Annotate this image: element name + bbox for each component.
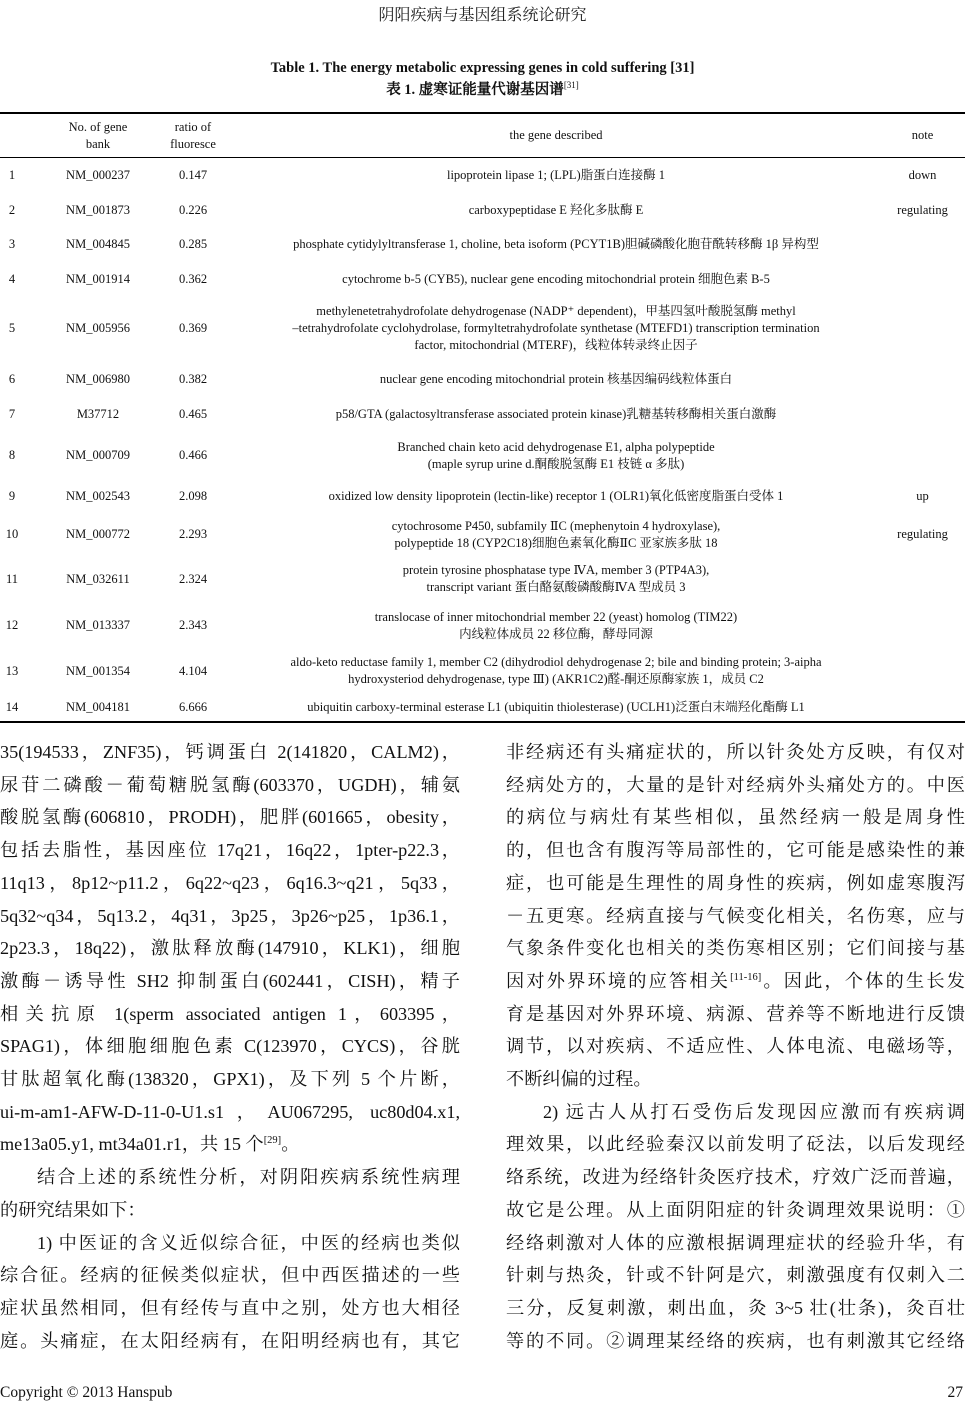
line-text: 等的不同。②调理某经络的疾病，也有刺激其它经络 [506,1330,965,1351]
line-text: 理效果，以此经验秦汉以前发明了砭法，以后发现经 [506,1134,965,1155]
gene-description-line: transcript variant 蛋白酪氨酸磷酸酶ⅣA 型成员 3 [426,580,686,594]
line-text: 络系统，改进为经络针灸医疗技术，疗效广泛而普遍， [506,1167,965,1188]
gene-bank-id: NM_000772 [66,527,130,541]
gene-description-line: oxidized low density lipoprotein (lectin-like) receptor 1 (OLR1)氧化低密度脂蛋白受体 1 [328,488,784,503]
regulation-note [880,262,965,296]
body-text-line [506,769,965,801]
line-text: 症，也可能是生理性的周身性的疾病，例如虚寒腹泻 [506,872,965,893]
gene-description [232,193,880,227]
gene-description [232,158,880,193]
regulation-note: regulating [897,202,948,217]
body-text-line [506,932,965,964]
line-text: ui-m-am1-AFW-D-11-0-U1.s1，AU067295, uc80d04.x1, [0,1101,460,1122]
body-text-line [506,1128,965,1160]
line-text: 尿苷二磷酸－葡萄糖脱氢酶(603370，UGDH)，辅氨 [0,774,460,795]
citation-ref: [11-16] [730,971,762,983]
line-text: 综合征。经病的征候类似症状，但中西医描述的一些 [0,1265,460,1286]
body-text-line [0,736,460,768]
gene-bank-id: NM_002543 [66,488,130,503]
row-index: 12 [5,618,19,632]
gene-description-line: polypeptide 18 (CYP2C18)细胞色素氧化酶ⅡC 亚家族多肽 18 [394,535,718,550]
gene-description [232,398,880,431]
body-text-line [0,801,460,833]
line-text: 不断纠偏的过程。 [506,1069,652,1089]
gene-description [232,227,880,262]
header-description: the gene described [509,128,603,142]
fluorescence-ratio: 4.104 [178,663,208,678]
line-text: 2p23.3，18q22)，激肽释放酶(147910，KLK1)，细胞 [0,938,460,959]
gene-bank-id: M37712 [76,407,120,421]
regulation-note: down [908,168,937,182]
line-text: 11q13，8p12~p11.2，6q22~q23，6q16.3~q21，5q33， [0,872,460,893]
gene-bank-id: NM_013337 [66,618,130,632]
fluorescence-ratio: 0.382 [178,371,208,386]
gene-bank-id: NM_001914 [66,271,130,286]
line-text: 经病处方的，大量的是针对经病外头痛处方的。中医 [506,774,965,795]
gene-description-line: carboxypeptidase E 羟化多肽酶 E [468,202,644,217]
running-head: 阴阳疾病与基因组系统论研究 [378,7,587,24]
line-tail: 。因此，个体的生长发 [761,970,965,991]
line-text: 三分，反复刺激，刺出血，灸 3~5 壮(壮条)，灸百壮 [506,1297,965,1318]
row-index: 11 [5,571,19,586]
row-index: 7 [8,407,16,421]
line-text: 相关抗原 1(sperm associated antigen 1，603395， [0,1003,460,1024]
gene-description-line: Branched chain keto acid dehydrogenase E1, alpha polypeptide [397,439,715,454]
fluorescence-ratio: 0.466 [178,448,208,462]
fluorescence-ratio: 0.285 [178,237,208,251]
body-text-line [506,834,965,866]
gene-description [232,601,880,650]
gene-description-line: factor, mitochondrial (MTERF)，线粒体转录终止因子 [414,337,698,352]
line-text: 症状虽然相同，但有经传与直中之别，处方也大相径 [0,1297,460,1318]
body-text-line [0,1227,460,1259]
regulation-note [880,398,965,431]
body-text-line [506,801,965,833]
row-index: 8 [8,448,16,462]
line-text: 故它是公理。从上面阴阳症的针灸调理效果说明：① [506,1199,965,1220]
fluorescence-ratio: 0.147 [178,168,208,182]
row-index: 13 [5,663,19,678]
gene-bank-id: NM_000709 [66,448,130,462]
table-caption-en: Table 1. The energy metabolic expressing genes in cold suffering [31] [270,60,695,76]
gene-bank-id: NM_001873 [66,202,130,217]
line-text: 35(194533，ZNF35)，钙调蛋白 2(141820，CALM2)， [0,742,460,762]
gene-bank-id: NM_004845 [66,237,130,251]
line-text: 甘肽超氧化酶(138320，GPX1)，及下列 5 个片断， [0,1069,460,1089]
gene-description-line: phosphate cytidylyltransferase 1, choline, beta isoform (PCYT1B)胆碱磷酸化胞苷酰转移酶 1β 异构型 [293,237,819,251]
header-note: note [911,128,934,142]
citation-ref: [29] [263,1135,282,1147]
regulation-note [880,601,965,650]
gene-description-line: aldo-keto reductase family 1, member C2 (dihydrodiol dehydrogenase 2; bile and binding protein; 3-aipha [290,655,822,669]
body-text-line [506,1292,965,1324]
body-text-line [506,1259,965,1291]
gene-description-line: ubiquitin carboxy-terminal esterase L1 (ubiquitin thiolesterase) (UCLH1)泛蛋白末端羟化酯酶 L1 [307,699,805,714]
row-index: 3 [8,237,16,251]
row-index: 1 [8,168,16,182]
body-text-line [506,1227,965,1259]
body-text-line [0,900,460,932]
body-text-line [0,1096,460,1128]
row-index: 2 [8,202,16,217]
line-text: SPAG1)，体细胞细胞色素 C(123970，CYCS)，谷胱 [0,1036,460,1057]
copyright: Copyright © 2013 Hanspub [0,1384,173,1401]
body-text-line [506,867,965,899]
table-caption-zh [0,78,965,99]
line-text: 酸脱氢酶(606810，PRODH)，肥胖(601665，obesity， [0,807,460,828]
page-number: 27 [947,1384,963,1401]
regulation-note [880,557,965,601]
body-text-line [0,1325,460,1357]
row-index: 5 [8,320,16,335]
body-text-line [506,1194,965,1226]
gene-description [232,360,880,398]
line-text: 的研究结果如下： [0,1199,146,1220]
body-text-line [0,1259,460,1291]
body-text-line [0,1063,460,1095]
regulation-note [880,650,965,692]
table-caption-zh-text: 表 1. 虚寒证能量代谢基因谱 [386,82,564,98]
line-text: 1) 中医证的含义近似综合征，中医的经病也类似 [37,1232,460,1253]
gene-bank-id: NM_000237 [66,168,130,182]
row-index: 4 [8,271,16,286]
gene-description-line: cytochrosome P450, subfamily ⅡC (mephenytoin 4 hydroxylase), [391,518,721,533]
gene-description [232,650,880,692]
regulation-note [880,227,965,262]
gene-description-line: –tetrahydrofolate cyclohydrolase, formyltetrahydrofolate synthetase (MTEFD1) transcription termination [292,320,820,335]
line-text: 经络刺激对人体的应激根据调理症状的经验升华，有 [506,1232,965,1253]
body-text-line [506,900,965,932]
regulation-note: regulating [897,527,948,541]
body-text-line [0,1292,460,1324]
body-text-line [506,998,965,1030]
gene-bank-id: NM_001354 [66,663,130,678]
line-text: 调节，以对疾病、不适应性、人体电流、电磁场等， [506,1036,965,1057]
body-text-line [506,1063,965,1095]
fluorescence-ratio: 6.666 [178,699,208,714]
line-text: 的，但也含有腹泻等局部性的，它可能是感染性的兼 [506,840,965,861]
body-text-line [506,1096,965,1128]
row-index: 9 [8,488,16,503]
body-text-line [506,736,965,768]
line-text: 5q32~q34，5q13.2，4q31，3p25，3p26~p25，1p36.1， [0,905,460,926]
fluorescence-ratio: 0.369 [178,320,208,335]
gene-bank-id: NM_005956 [66,320,130,335]
fluorescence-ratio: 2.293 [178,527,208,541]
body-text-line [506,965,965,997]
gene-description-line: nuclear gene encoding mitochondrial protein 核基因编码线粒体蛋白 [379,371,733,386]
body-text-line [506,1030,965,1062]
fluorescence-ratio: 0.226 [178,202,208,217]
line-text: 庭。头痛症，在太阳经病有，在阳明经病也有，其它 [0,1330,460,1351]
line-text: 结合上述的系统性分析，对阴阳疾病系统性病理 [37,1167,460,1188]
row-index: 6 [8,371,16,386]
regulation-note [880,360,965,398]
regulation-note [880,431,965,480]
gene-bank-id: NM_006980 [66,371,130,386]
gene-description-line: translocase of inner mitochondrial member 22 (yeast) homolog (TIM22) [374,609,738,624]
header-gene-bank: No. of gene bank [68,119,128,151]
line-text: 的病位与病灶有某些相似，虽然经病一般是周身性 [506,807,965,828]
line-text: 因对外界环境的应答相关 [506,970,731,991]
gene-description [232,512,880,557]
body-text-line [0,769,460,801]
gene-description-line: 内线粒体成员 22 移位酶，酵母同源 [459,626,653,641]
gene-description-line: lipoprotein lipase 1; (LPL)脂蛋白连接酶 1 [446,168,666,182]
body-text-line [0,932,460,964]
body-text-line [506,1325,965,1357]
line-text: －五更寒。经病直接与气候变化相关，名伤寒，应与 [506,905,965,926]
gene-description-line: p58/GTA (galactosyltransferase associated protein kinase)乳糖基转移酶相关蛋白激酶 [335,407,777,421]
table-caption-zh-ref: [31] [563,80,579,91]
line-text: me13a05.y1, mt34a01.r1，共 15 个 [0,1134,264,1155]
gene-description [232,692,880,722]
body-text-line [0,1128,460,1160]
gene-description-line: cytochrome b-5 (CYB5), nuclear gene encoding mitochondrial protein 细胞色素 B-5 [342,271,770,286]
gene-description-line: protein tyrosine phosphatase type ⅣA, member 3 (PTP4A3), [402,563,710,577]
body-text-line [0,1030,460,1062]
line-text: 育是基因对外界环境、病源、营养等不断地进行反馈 [506,1003,965,1024]
gene-description-line: hydroxysteriod dehydrogenase, type Ⅲ) (AKR1C2)醛-酮还原酶家族 1，成员 C2 [348,672,764,686]
gene-description [232,296,880,360]
header-ratio: ratio of fluoresce [170,119,216,151]
gene-description [232,431,880,480]
row-index: 10 [5,527,19,541]
row-index: 14 [5,699,19,714]
body-text-line [506,1161,965,1193]
body-text-line [0,867,460,899]
line-text: 2) 远古人从打石受伤后发现因应激而有疾病调 [543,1101,965,1122]
gene-description-line: (maple syrup urine d.酮酸脱氢酶 E1 枝链 α 多肽) [427,456,685,471]
body-text-line [0,1194,460,1226]
body-text-line [0,834,460,866]
line-text: 包括去脂性，基因座位 17q21，16q22，1pter-p22.3， [0,840,460,861]
fluorescence-ratio: 2.098 [178,488,208,503]
fluorescence-ratio: 0.465 [178,407,208,421]
line-text: 针刺与热灸，针或不针阿是穴，刺激强度有仅刺入二 [506,1265,965,1286]
body-text-line [0,965,460,997]
line-text: 气象条件变化也相关的类伤寒相区别；它们间接与基 [506,938,965,959]
gene-description [232,262,880,296]
gene-description [232,557,880,601]
regulation-note: up [916,488,929,503]
fluorescence-ratio: 2.324 [178,571,208,586]
gene-description-line: methylenetetrahydrofolate dehydrogenase (NADP⁺ dependent)，甲基四氢叶酸脱氢酶 methyl [316,303,796,318]
gene-bank-id: NM_004181 [66,699,130,714]
fluorescence-ratio: 0.362 [178,271,208,286]
header-index [0,113,24,158]
regulation-note [880,296,965,360]
fluorescence-ratio: 2.343 [178,618,208,632]
regulation-note [880,692,965,722]
line-tail: 。 [281,1134,300,1155]
line-text: 非经病还有头痛症状的，所以针灸处方反映，有仅对 [506,742,965,762]
gene-description [232,480,880,512]
gene-bank-id: NM_032611 [66,571,130,586]
line-text: 激酶－诱导性 SH2 抑制蛋白(602441，CISH)，精子 [0,970,460,991]
body-text-line [0,1161,460,1193]
body-text-line [0,998,460,1030]
